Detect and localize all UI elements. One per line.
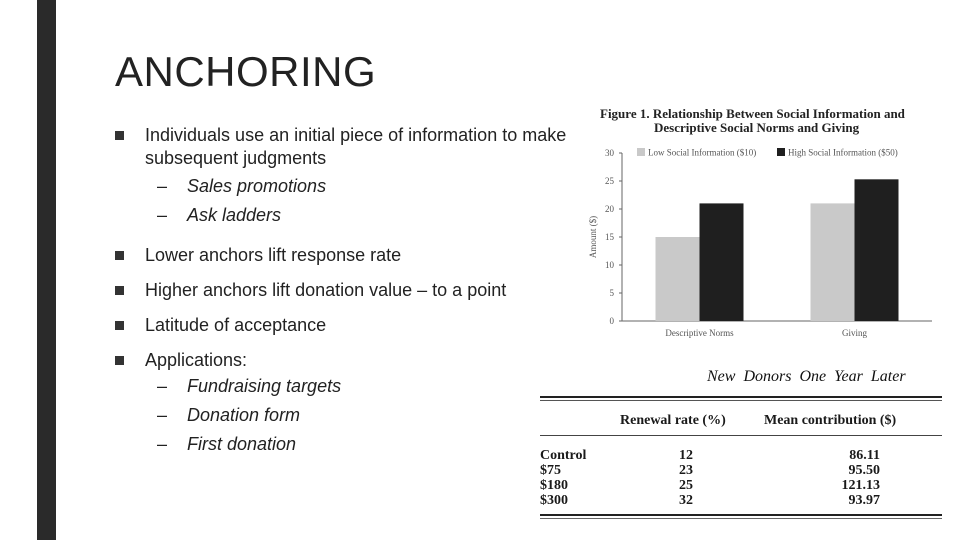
mean-contribution-cell: 95.50 — [848, 463, 880, 478]
row-label: $75 — [540, 463, 561, 478]
bullet-item — [115, 279, 575, 302]
y-tick-label: 0 — [609, 316, 614, 326]
y-tick-label: 5 — [609, 288, 614, 298]
y-tick-label: 25 — [605, 176, 614, 186]
figure-title — [600, 107, 930, 135]
sub-bullet-item — [145, 201, 575, 230]
x-tick-label: Descriptive Norms — [665, 328, 734, 338]
bullet-text: Individuals use an initial piece of information to make subsequent judgments — [145, 125, 567, 168]
column-header-renewal: Renewal rate (%) — [620, 413, 726, 428]
table-bottom-rule-thin — [540, 518, 942, 519]
sub-bullet-item — [145, 172, 575, 201]
table-body — [540, 448, 942, 508]
mean-contribution-cell: 86.11 — [849, 448, 880, 463]
renewal-rate-cell: 23 — [679, 463, 693, 478]
row-label: $300 — [540, 493, 568, 508]
sub-bullet-text: First donation — [187, 434, 297, 454]
table-bottom-rule — [540, 514, 942, 516]
y-tick-label: 20 — [605, 204, 614, 214]
sub-bullet-list — [145, 372, 575, 459]
square-bullet-icon — [115, 356, 124, 365]
sub-bullet-list — [145, 172, 575, 230]
table-row — [540, 478, 942, 493]
square-bullet-icon — [115, 251, 124, 260]
sub-bullet-text: Donation form — [187, 405, 301, 425]
y-tick-label: 30 — [605, 148, 614, 158]
table-header-row — [540, 401, 942, 431]
table-title: New Donors One Year Later — [707, 368, 906, 385]
renewal-rate-cell: 25 — [679, 478, 693, 493]
legend-label: Low Social Information ($10) — [648, 147, 757, 158]
side-accent-bar — [37, 0, 56, 540]
legend-swatch — [637, 148, 645, 156]
row-label: Control — [540, 448, 587, 463]
results-table — [540, 396, 942, 519]
bar — [811, 203, 855, 321]
bullet-text: Latitude of acceptance — [145, 315, 327, 335]
square-bullet-icon — [115, 321, 124, 330]
legend-swatch — [777, 148, 785, 156]
sub-bullet-text: Fundraising targets — [187, 376, 342, 396]
sub-bullet-text: Ask ladders — [187, 205, 282, 225]
bullet-item — [115, 244, 575, 267]
bar — [700, 203, 744, 321]
x-tick-label: Giving — [841, 328, 868, 338]
dash-icon: – — [157, 205, 168, 225]
sub-bullet-text: Sales promotions — [187, 176, 327, 196]
square-bullet-icon — [115, 131, 124, 140]
table-row — [540, 493, 942, 508]
bullet-item — [115, 124, 575, 230]
square-bullet-icon — [115, 286, 124, 295]
y-tick-label: 15 — [605, 232, 614, 242]
dash-icon: – — [157, 434, 168, 454]
sub-bullet-item — [145, 430, 575, 459]
sub-bullet-item — [145, 401, 575, 430]
bullet-item — [115, 314, 575, 337]
bar — [656, 237, 700, 321]
renewal-rate-cell: 12 — [679, 448, 693, 463]
row-label: $180 — [540, 478, 568, 493]
dash-icon: – — [157, 376, 168, 396]
y-axis-label: Amount ($) — [588, 215, 598, 259]
mean-contribution-cell: 93.97 — [848, 493, 880, 508]
table-header-rule — [540, 435, 942, 436]
bullet-text: Lower anchors lift response rate — [145, 245, 402, 265]
figure-title-line2: Descriptive Social Norms and Giving — [654, 120, 860, 135]
mean-contribution-cell: 121.13 — [841, 478, 880, 493]
bullet-list — [115, 124, 575, 471]
bar — [855, 179, 899, 321]
sub-bullet-item — [145, 372, 575, 401]
legend-label: High Social Information ($50) — [788, 147, 898, 158]
table-row — [540, 463, 942, 478]
table-top-rule — [540, 396, 942, 398]
dash-icon: – — [157, 405, 168, 425]
dash-icon: – — [157, 176, 168, 196]
bullet-text: Applications: — [145, 350, 248, 370]
bar-chart — [582, 140, 937, 345]
column-header-mean: Mean contribution ($) — [764, 413, 897, 428]
renewal-rate-cell: 32 — [679, 493, 693, 508]
bullet-text: Higher anchors lift donation value – to a point — [145, 280, 507, 300]
y-tick-label: 10 — [605, 260, 614, 270]
slide-title: ANCHORING — [115, 48, 377, 95]
figure-title-line1: Figure 1. Relationship Between Social Information and — [600, 106, 905, 121]
table-row — [540, 448, 942, 463]
bullet-item — [115, 349, 575, 459]
